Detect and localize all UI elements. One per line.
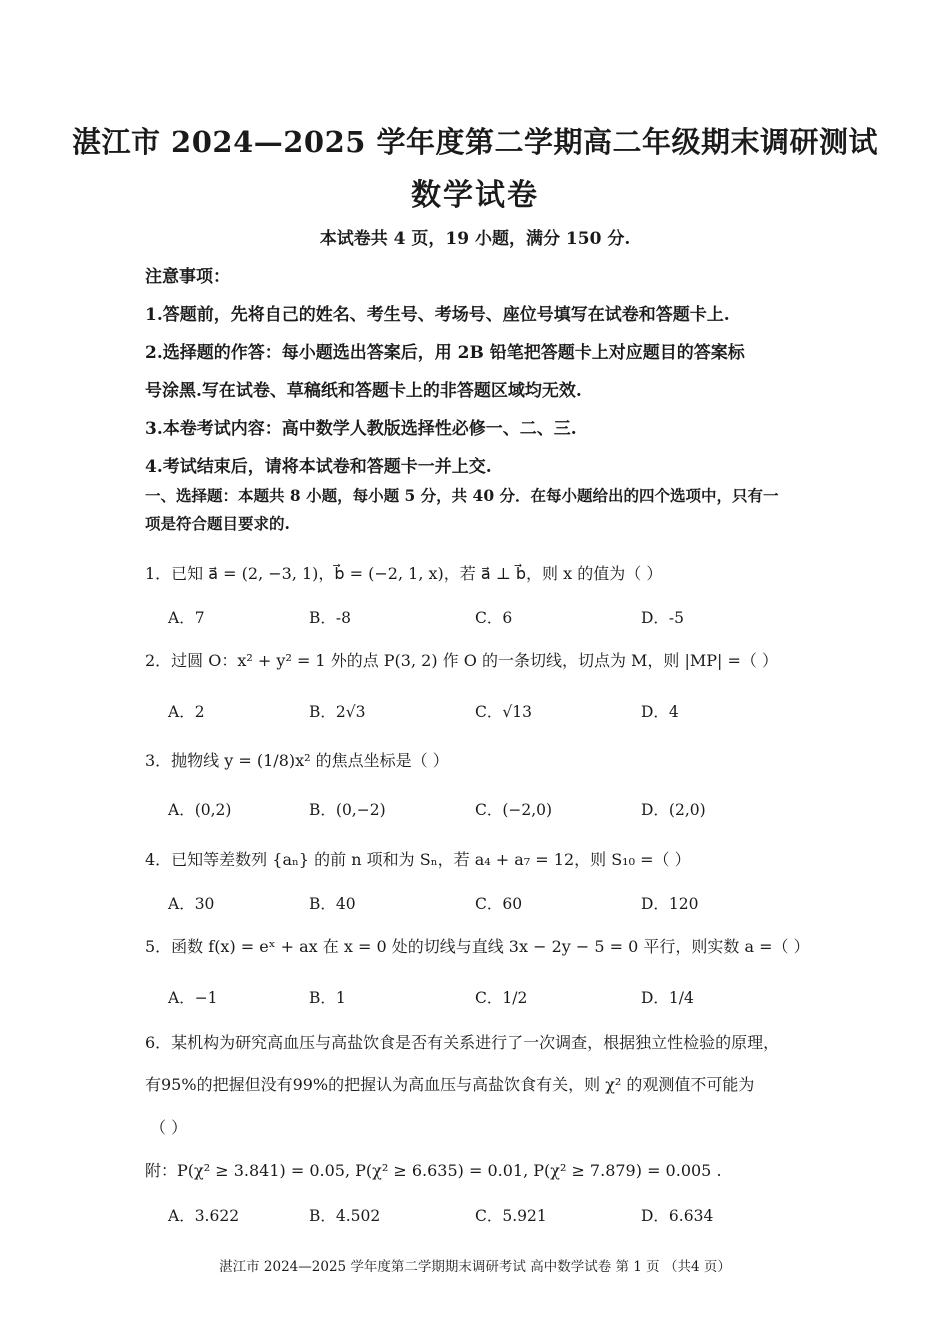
question-1-stem: 1．已知 a⃗ = (2, −3, 1)，b⃗ = (−2, 1, x)，若 a⃗ ⊥ b⃗，则 x 的值为（ ） <box>145 564 663 583</box>
section-heading-line1: 一、选择题：本题共 8 小题，每小题 5 分，共 40 分．在每小题给出的四个选项中，只有一 <box>145 486 779 505</box>
question-6-appendix: 附：P(χ² ≥ 3.841) = 0.05, P(χ² ≥ 6.635) = 0.01, P(χ² ≥ 7.879) = 0.005 . <box>145 1161 722 1180</box>
question-2-option-b: B．2√3 <box>309 703 366 721</box>
question-5-option-d: D．1/4 <box>641 989 694 1007</box>
question-2-option-c: C．√13 <box>475 703 532 721</box>
question-6-stem-line3: （ ） <box>150 1118 188 1137</box>
question-4-option-b: B．40 <box>309 895 356 913</box>
question-3-option-c: C．(−2,0) <box>475 801 553 819</box>
question-5-option-b: B．1 <box>309 989 346 1007</box>
question-1-option-b: B．-8 <box>309 609 351 627</box>
notes-heading: 注意事项： <box>145 267 230 287</box>
page-footer: 湛江市 2024—2025 学年度第二学期期末调研考试 高中数学试卷 第 1 页 （共4 页） <box>219 1259 731 1275</box>
question-4-option-c: C．60 <box>475 895 523 913</box>
question-3-option-b: B．(0,−2) <box>309 801 386 819</box>
question-1-option-c: C．6 <box>475 609 513 627</box>
question-1-option-a: A．7 <box>168 609 205 627</box>
question-6-option-c: C．5.921 <box>475 1207 547 1225</box>
note-item: 3.本卷考试内容：高中数学人教版选择性必修一、二、三. <box>145 419 577 439</box>
question-6-option-a: A．3.622 <box>168 1207 240 1225</box>
question-5-option-a: A．−1 <box>168 989 218 1007</box>
section-heading-line2: 项是符合题目要求的. <box>145 514 290 533</box>
question-6-stem-line2: 有95%的把握但没有99%的把握认为高血压与高盐饮食有关，则 χ² 的观测值不可能为 <box>145 1075 755 1094</box>
note-item: 1.答题前，先将自己的姓名、考生号、考场号、座位号填写在试卷和答题卡上. <box>145 305 730 325</box>
question-3-stem: 3．抛物线 y = (1/8)x² 的焦点坐标是（ ） <box>145 751 449 770</box>
question-6-option-b: B．4.502 <box>309 1207 381 1225</box>
question-4-stem: 4．已知等差数列 {aₙ} 的前 n 项和为 Sₙ，若 a₄ + a₇ = 12，则 S₁₀ =（ ） <box>145 850 691 869</box>
question-3-option-a: A．(0,2) <box>168 801 232 819</box>
question-3-option-d: D．(2,0) <box>641 801 706 819</box>
exam-subtitle: 数学试卷 <box>411 178 539 213</box>
note-item: 号涂黑.写在试卷、草稿纸和答题卡上的非答题区域均无效. <box>145 381 582 401</box>
note-item: 2.选择题的作答：每小题选出答案后，用 2B 铅笔把答题卡上对应题目的答案标 <box>145 343 745 363</box>
exam-info: 本试卷共 4 页，19 小题，满分 150 分. <box>319 229 631 249</box>
question-5-stem: 5．函数 f(x) = eˣ + ax 在 x = 0 处的切线与直线 3x − 2y − 5 = 0 平行，则实数 a =（ ） <box>145 937 810 956</box>
question-6-stem-line1: 6．某机构为研究高血压与高盐饮食是否有关系进行了一次调查，根据独立性检验的原理， <box>145 1033 780 1052</box>
question-2-option-a: A．2 <box>168 703 205 721</box>
question-5-option-c: C．1/2 <box>475 989 528 1007</box>
question-2-stem: 2．过圆 O：x² + y² = 1 外的点 P(3, 2) 作 O 的一条切线，切点为 M，则 |MP| =（ ） <box>145 651 779 670</box>
question-6-option-d: D．6.634 <box>641 1207 714 1225</box>
question-1-option-d: D．-5 <box>641 609 685 627</box>
question-4-option-d: D．120 <box>641 895 699 913</box>
question-2-option-d: D．4 <box>641 703 679 721</box>
note-item: 4.考试结束后，请将本试卷和答题卡一并上交. <box>145 457 492 477</box>
question-4-option-a: A．30 <box>168 895 215 913</box>
exam-title: 湛江市 2024—2025 学年度第二学期高二年级期末调研测试 <box>71 125 879 159</box>
